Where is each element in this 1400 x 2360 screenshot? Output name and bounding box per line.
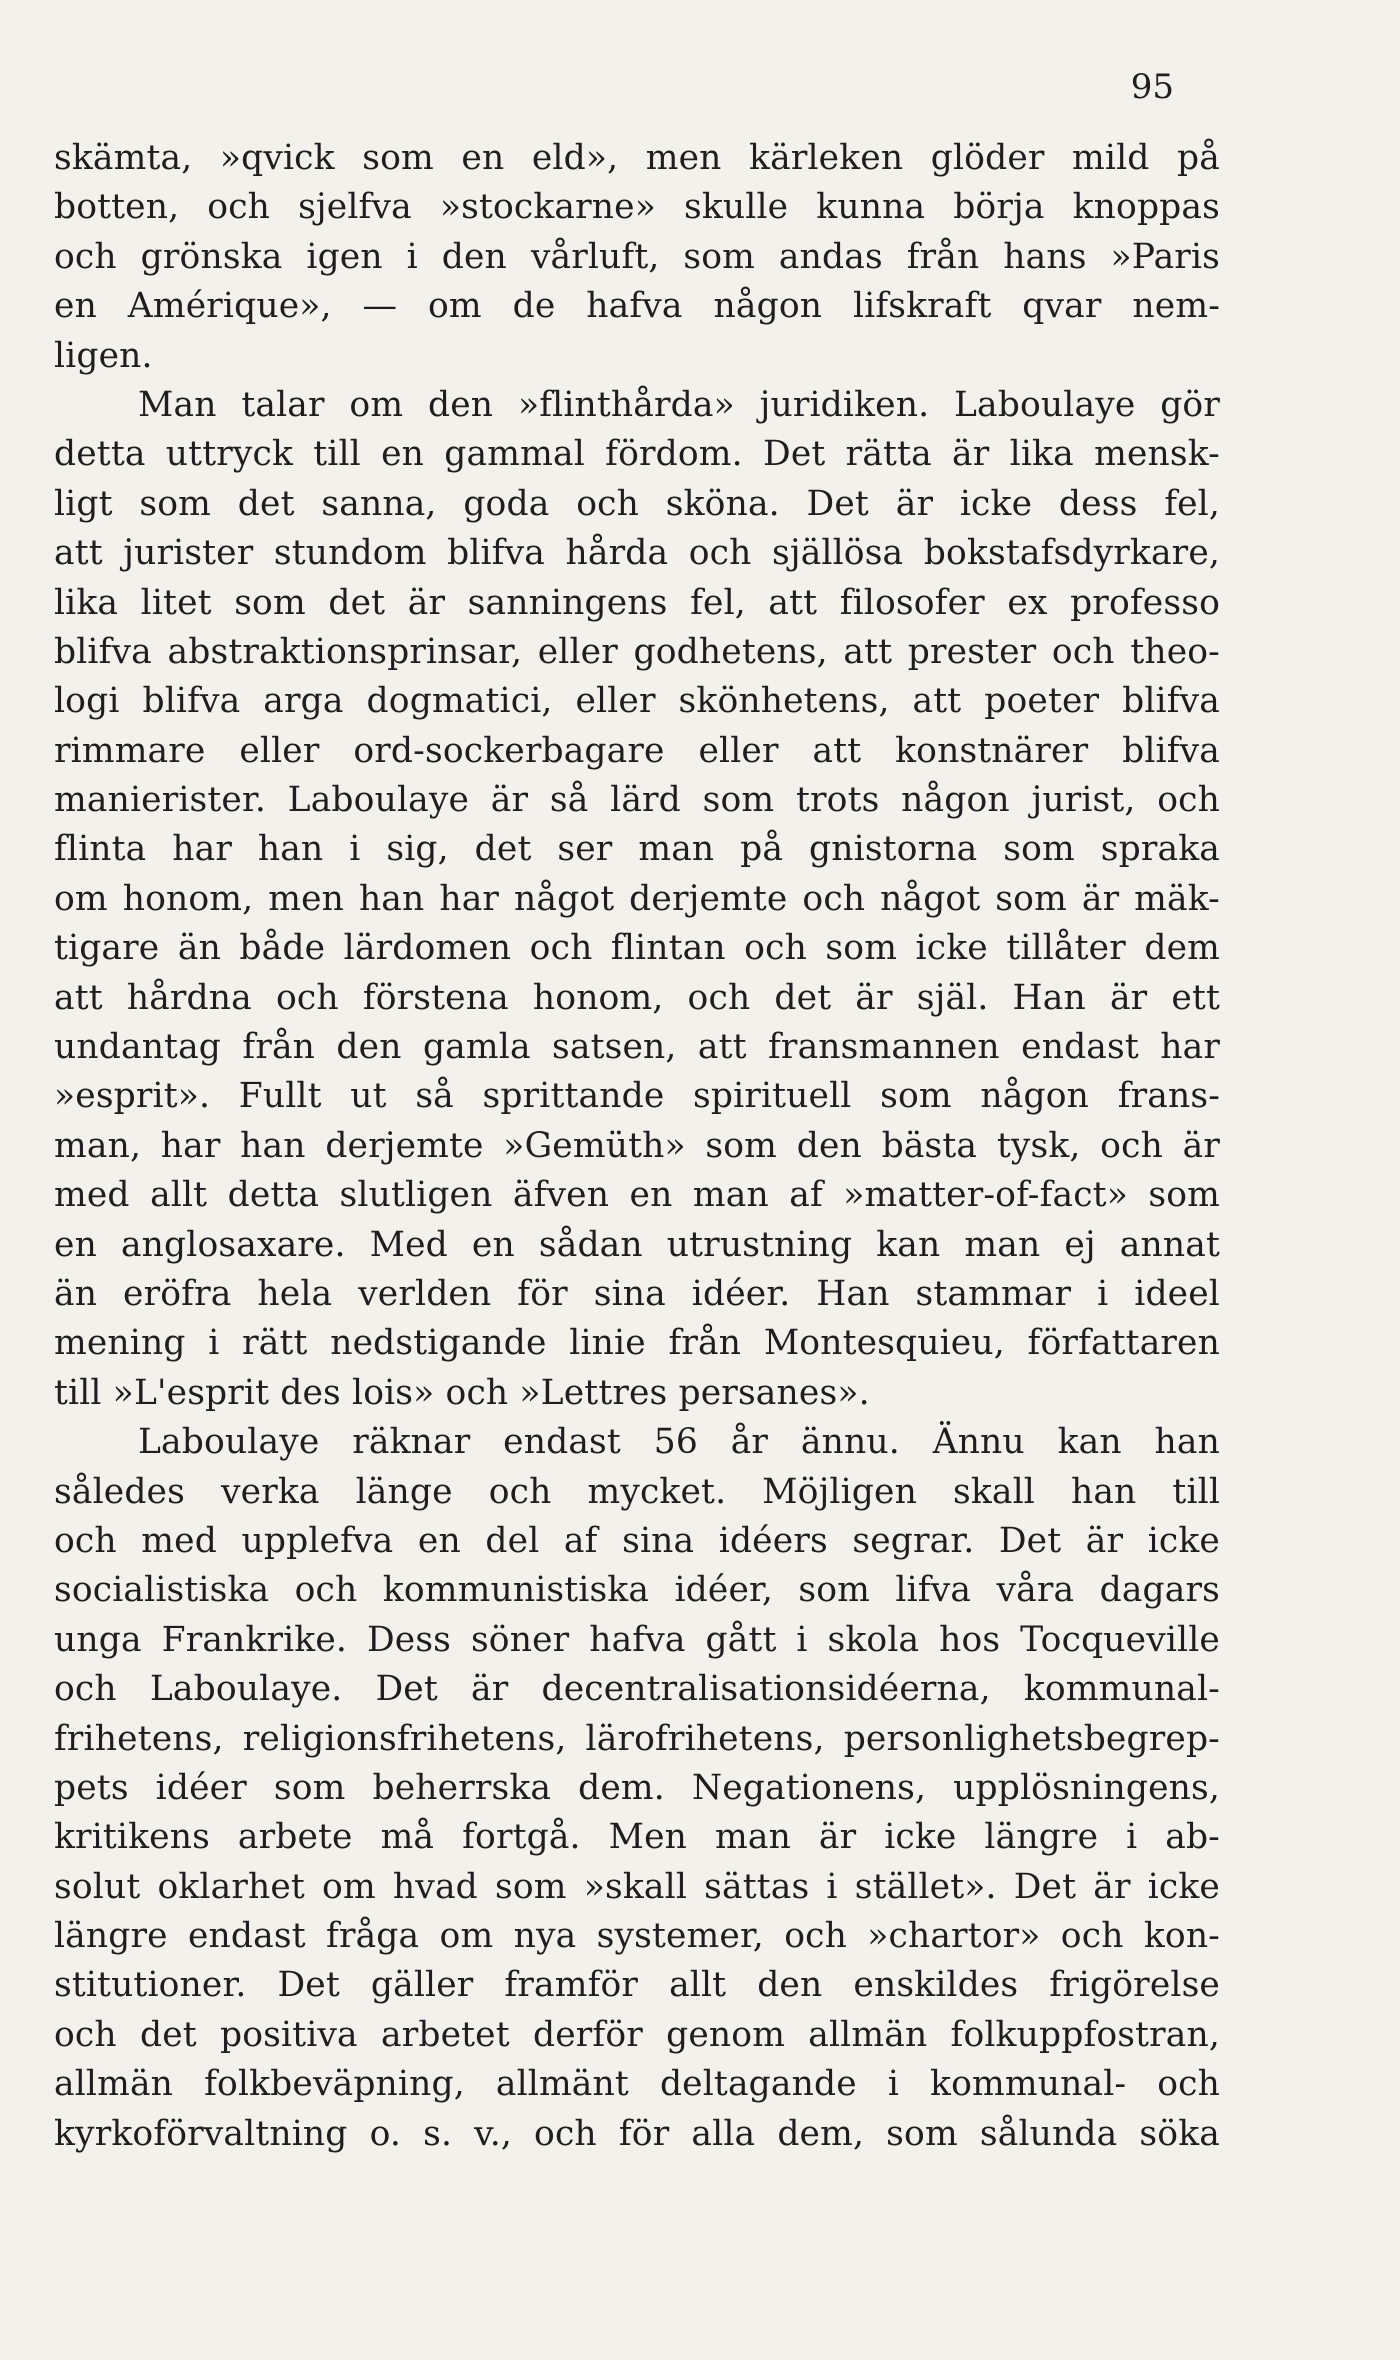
text-line: lika litet som det är sanningens fel, att filosofer ex professo bbox=[54, 582, 1220, 623]
text-line: om honom, men han har något derjemte och något som är mäk- bbox=[54, 878, 1220, 919]
text-line: tigare än både lärdomen och flintan och som icke tillåter dem bbox=[54, 928, 1220, 969]
text-line: en anglosaxare. Med en sådan utrustning kan man ej annat bbox=[54, 1224, 1220, 1265]
text-line: ligen. bbox=[54, 335, 153, 376]
text-line: ligt som det sanna, goda och sköna. Det är icke dess fel, bbox=[54, 483, 1220, 524]
text-line: längre endast fråga om nya systemer, och »chartor» och kon- bbox=[54, 1916, 1220, 1957]
text-line: blifva abstraktionsprinsar, eller godhetens, att prester och theo- bbox=[54, 631, 1220, 672]
text-line: undantag från den gamla satsen, att fransmannen endast har bbox=[54, 1027, 1220, 1068]
text-line: och med upplefva en del af sina idéers segrar. Det är icke bbox=[54, 1520, 1220, 1561]
text-line: solut oklarhet om hvad som »skall sättas i stället». Det är icke bbox=[54, 1866, 1220, 1907]
text-line: och Laboulaye. Det är decentralisationsidéerna, kommunal- bbox=[54, 1669, 1220, 1710]
text-line: mening i rätt nedstigande linie från Montesquieu, författaren bbox=[54, 1323, 1220, 1364]
page-number: 95 bbox=[1130, 67, 1174, 107]
text-line: och grönska igen i den vårluft, som andas från hans »Paris bbox=[54, 236, 1220, 277]
text-line: Laboulaye räknar endast 56 år ännu. Ännu kan han bbox=[138, 1422, 1220, 1463]
text-line: socialistiska och kommunistiska idéer, som lifva våra dagars bbox=[54, 1570, 1220, 1611]
text-line: kyrkoförvaltning o. s. v., och för alla dem, som sålunda söka bbox=[54, 2113, 1220, 2154]
text-line: allmän folkbeväpning, allmänt deltagande i kommunal- och bbox=[54, 2064, 1220, 2105]
text-line: frihetens, religionsfrihetens, lärofrihetens, personlighetsbegrep- bbox=[54, 1718, 1220, 1759]
text-line: och det positiva arbetet derför genom allmän folkuppfostran, bbox=[54, 2014, 1220, 2055]
text-line: man, har han derjemte »Gemüth» som den bästa tysk, och är bbox=[54, 1125, 1220, 1166]
text-line: med allt detta slutligen äfven en man af »matter-of-fact» som bbox=[54, 1175, 1220, 1216]
text-line: »esprit». Fullt ut så sprittande spirituell som någon frans- bbox=[54, 1076, 1220, 1117]
text-line: till »L'esprit des lois» och »Lettres persanes». bbox=[54, 1372, 870, 1413]
text-line: Man talar om den »flinthårda» juridiken. Laboulaye gör bbox=[138, 384, 1220, 425]
text-line: pets idéer som beherrska dem. Negationens, upplösningens, bbox=[54, 1767, 1220, 1808]
text-line: logi blifva arga dogmatici, eller skönhetens, att poeter blifva bbox=[54, 681, 1220, 722]
text-line: manierister. Laboulaye är så lärd som trots någon jurist, och bbox=[54, 780, 1220, 821]
text-line: att hårdna och förstena honom, och det är själ. Han är ett bbox=[54, 977, 1220, 1018]
body-text bbox=[54, 134, 1220, 2159]
text-line: således verka länge och mycket. Möjligen skall han till bbox=[54, 1471, 1220, 1512]
text-line: botten, och sjelfva »stockarne» skulle kunna börja knoppas bbox=[54, 187, 1220, 228]
text-line: skämta, »qvick som en eld», men kärleken glöder mild på bbox=[54, 138, 1220, 178]
text-line: stitutioner. Det gäller framför allt den enskildes frigörelse bbox=[54, 1965, 1220, 2006]
text-line: flinta har han i sig, det ser man på gnistorna som spraka bbox=[54, 829, 1220, 870]
text-line: detta uttryck till en gammal fördom. Det rätta är lika mensk- bbox=[54, 434, 1220, 475]
text-line: kritikens arbete må fortgå. Men man är icke längre i ab- bbox=[54, 1817, 1220, 1858]
text-line: än eröfra hela verlden för sina idéer. Han stammar i ideel bbox=[54, 1273, 1220, 1314]
text-line: att jurister stundom blifva hårda och själlösa bokstafsdyrkare, bbox=[54, 533, 1220, 574]
text-line: en Amérique», — om de hafva någon lifskraft qvar nem- bbox=[54, 286, 1220, 327]
text-line: unga Frankrike. Dess söner hafva gått i skola hos Tocqueville bbox=[54, 1619, 1220, 1660]
text-line: rimmare eller ord-sockerbagare eller att konstnärer blifva bbox=[54, 730, 1220, 771]
